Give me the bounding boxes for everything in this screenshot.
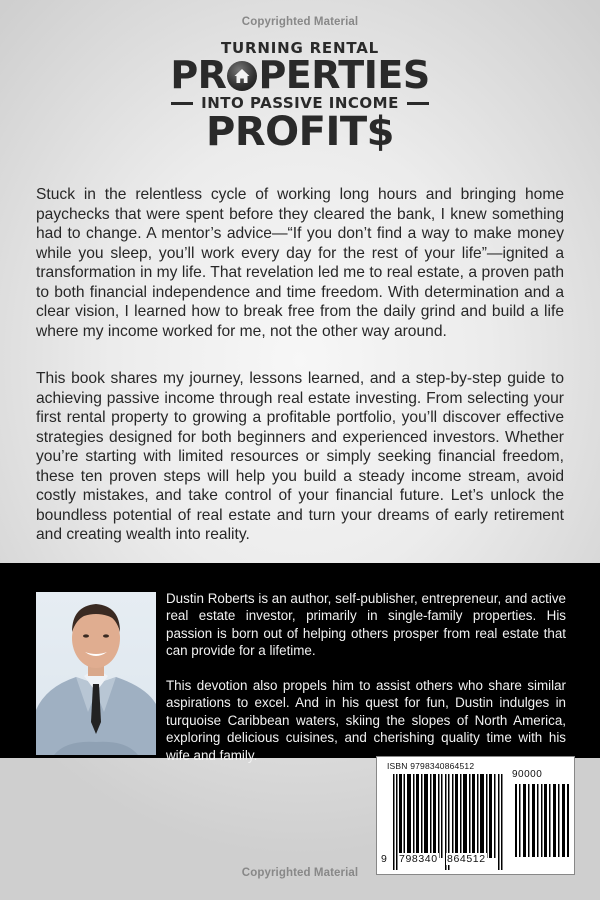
author-bio-paragraph-1: Dustin Roberts is an author, self-publisher, entrepreneur, and active real estate investor, primarily in single-family properties. His passion is born out of helping others prosper from real estate that can provide for a lifetime.	[166, 591, 566, 659]
title-line-3-text: INTO PASSIVE INCOME	[201, 94, 399, 112]
isbn-label: ISBN 9798340864512	[387, 761, 475, 771]
title-line-2-prefix: PR	[170, 53, 227, 97]
barcode-bars-addon	[515, 784, 571, 857]
copyright-watermark-bottom: Copyrighted Material	[241, 867, 359, 879]
barcode-digits-left: 798340	[399, 853, 438, 865]
title-line-2-suffix: PERTIES	[258, 53, 430, 97]
blurb-paragraph-2: This book shares my journey, lessons learned, and a step-by-step guide to achieving passive income through real estate investing. From selecting your first rental property to growing a profitable portfolio, you’ll discover effective strategies designed for both beginners and experienced investors. Whether you’re starting with limited resources or simply seeking financial freedom, these ten proven steps will help you build a steady income stream, avoid costly mistakes, and take control of your financial future. Let’s unlock the boundless potential of real estate and turn your dreams of early retirement and creating wealth into reality.	[36, 370, 564, 543]
title-line-1: TURNING RENTAL	[221, 39, 379, 57]
author-bio-paragraph-2: This devotion also propels him to assist others who share similar aspirations to excel. And in his quest for fun, Dustin indulges in turquoise Caribbean waters, skiing the slopes of North America, exploring delicious cuisines, and cherishing quality time with his wife and family.	[166, 678, 566, 763]
title-line-2	[0, 53, 600, 97]
copyright-watermark-top: Copyrighted Material	[241, 16, 359, 28]
barcode-digit-first: 9	[381, 853, 388, 865]
isbn-barcode	[376, 756, 575, 875]
author-bio-section	[0, 563, 600, 763]
book-title	[0, 39, 600, 155]
blurb-paragraph-1: Stuck in the relentless cycle of working long hours and bringing home paychecks that were spent before they cleared the bank, I knew something had to change. A mentor’s advice—“If you don’t find a way to make money while you sleep, you’ll work every day for the rest of your life”—ignited a transformation in my life. That revelation led me to real estate, a proven path to both financial independence and time freedom. With determination and a clear vision, I learned how to break free from the daily grind and build a life where my income worked for me, not the other way around.	[36, 186, 564, 340]
title-line-4: PROFIT$	[206, 109, 394, 155]
house-icon	[227, 61, 257, 91]
dash-right	[407, 102, 429, 105]
dash-left	[171, 102, 193, 105]
author-photo	[36, 592, 156, 755]
barcode-digits-right: 864512	[447, 853, 486, 865]
price-code: 90000	[512, 769, 543, 780]
